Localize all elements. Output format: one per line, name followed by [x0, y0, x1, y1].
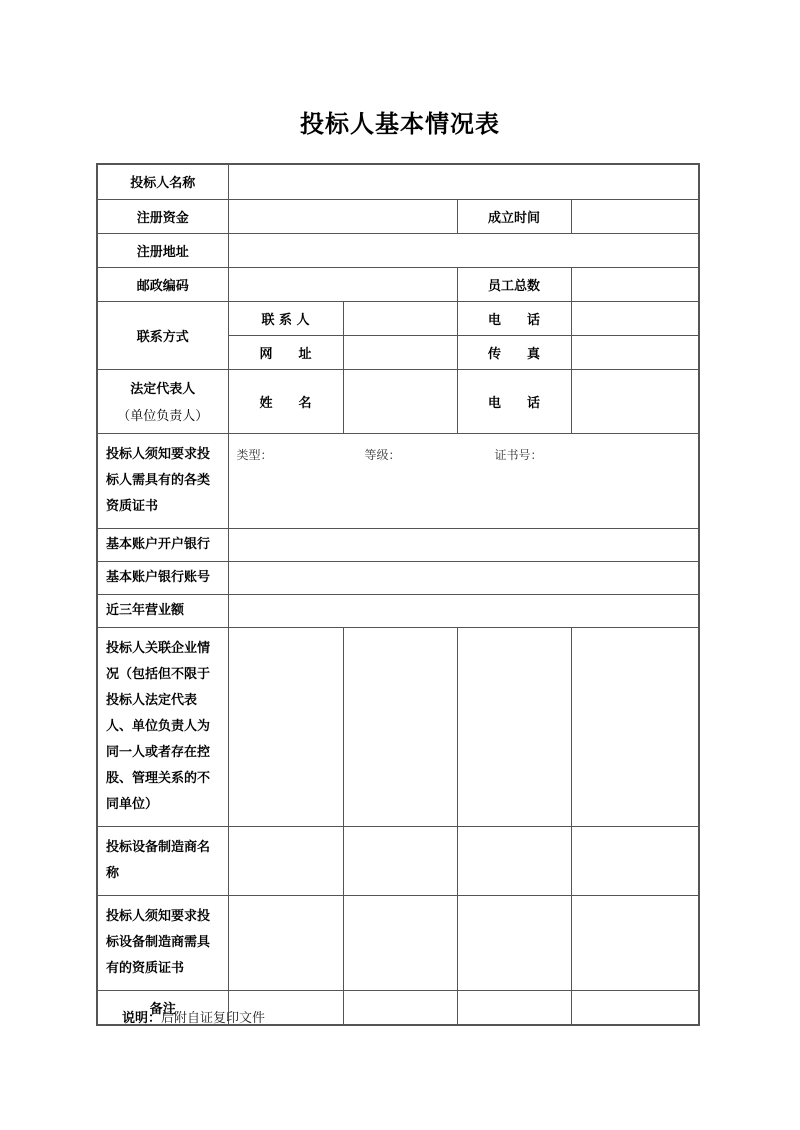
- contact-person-field[interactable]: [343, 301, 457, 335]
- postcode-field[interactable]: [228, 267, 457, 301]
- bidder-name-label: 投标人名称: [97, 164, 228, 199]
- qualification-field[interactable]: [228, 433, 699, 528]
- account-label: 基本账户银行账号: [97, 561, 228, 594]
- bidder-name-field[interactable]: [228, 164, 699, 199]
- bidder-info-table: [96, 163, 700, 1026]
- contact-phone-label: 电 话: [457, 301, 571, 335]
- qual-type-label: 类型：: [236, 447, 273, 462]
- qual-cert-no-label: 证书号：: [494, 447, 543, 462]
- bank-label: 基本账户开户银行: [97, 528, 228, 561]
- manufacturer-label: 投标设备制造商名称: [97, 826, 228, 895]
- manufacturer-cert-field-4[interactable]: [571, 895, 699, 990]
- footnote-text: 后附自证复印文件: [161, 1011, 266, 1026]
- affiliated-field-4[interactable]: [571, 627, 699, 826]
- rep-name-label: 姓 名: [228, 369, 343, 433]
- legal-rep-title: 法定代表人: [130, 382, 196, 397]
- postcode-label: 邮政编码: [97, 267, 228, 301]
- affiliated-label: 投标人关联企业情况（包括但不限于投标人法定代表人、单位负责人为同一人或者存在控股、管理关系的不同单位）: [97, 627, 228, 826]
- remarks-field-4[interactable]: [571, 990, 699, 1025]
- rep-name-field[interactable]: [343, 369, 457, 433]
- registered-address-label: 注册地址: [97, 233, 228, 267]
- manufacturer-cert-field-2[interactable]: [343, 895, 457, 990]
- page-title: 投标人基本情况表: [300, 110, 500, 138]
- remarks-field-2[interactable]: [343, 990, 457, 1025]
- account-field[interactable]: [228, 561, 699, 594]
- legal-rep-subtitle: （单位负责人）: [117, 409, 209, 424]
- remarks-field-3[interactable]: [457, 990, 571, 1025]
- manufacturer-cert-label: 投标人须知要求投标设备制造商需具有的资质证书: [97, 895, 228, 990]
- affiliated-field-3[interactable]: [457, 627, 571, 826]
- footnote: [122, 1007, 265, 1026]
- registered-address-field[interactable]: [228, 233, 699, 267]
- fax-field[interactable]: [571, 335, 699, 369]
- registered-capital-label: 注册资金: [97, 199, 228, 233]
- manufacturer-cert-field-3[interactable]: [457, 895, 571, 990]
- rep-phone-field[interactable]: [571, 369, 699, 433]
- qual-level-label: 等级：: [364, 447, 401, 462]
- manufacturer-field-1[interactable]: [228, 826, 343, 895]
- bank-field[interactable]: [228, 528, 699, 561]
- manufacturer-field-2[interactable]: [343, 826, 457, 895]
- registered-capital-field[interactable]: [228, 199, 457, 233]
- revenue-field[interactable]: [228, 594, 699, 627]
- manufacturer-cert-field-1[interactable]: [228, 895, 343, 990]
- contact-method-label: 联系方式: [97, 301, 228, 369]
- affiliated-field-2[interactable]: [343, 627, 457, 826]
- revenue-label: 近三年营业额: [97, 594, 228, 627]
- qualification-label: 投标人须知要求投标人需具有的各类资质证书: [97, 433, 228, 528]
- footnote-label: 说明：: [122, 1011, 162, 1026]
- fax-label: 传 真: [457, 335, 571, 369]
- website-label: 网 址: [228, 335, 343, 369]
- legal-rep-label: [97, 369, 228, 433]
- staff-total-label: 员工总数: [457, 267, 571, 301]
- affiliated-field-1[interactable]: [228, 627, 343, 826]
- contact-person-label: 联 系 人: [228, 301, 343, 335]
- manufacturer-field-4[interactable]: [571, 826, 699, 895]
- remarks-label: 备注: [97, 990, 228, 1025]
- rep-phone-label: 电 话: [457, 369, 571, 433]
- contact-phone-field[interactable]: [571, 301, 699, 335]
- website-field[interactable]: [343, 335, 457, 369]
- staff-total-field[interactable]: [571, 267, 699, 301]
- established-date-label: 成立时间: [457, 199, 571, 233]
- manufacturer-field-3[interactable]: [457, 826, 571, 895]
- established-date-field[interactable]: [571, 199, 699, 233]
